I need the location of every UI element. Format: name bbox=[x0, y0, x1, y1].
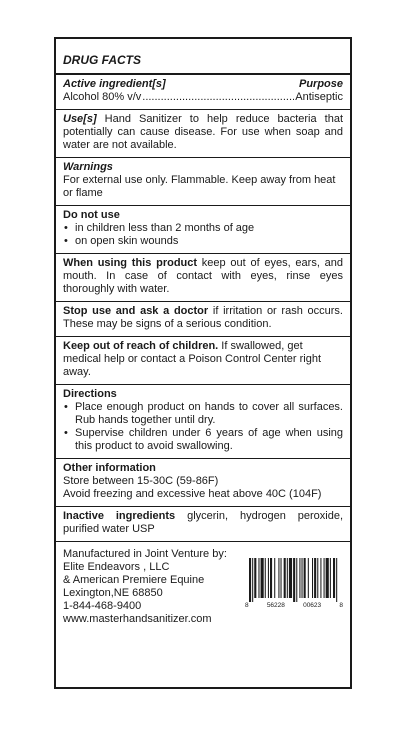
other-information-heading: Other information bbox=[63, 462, 156, 474]
barcode-bar bbox=[254, 558, 256, 598]
barcode-bar bbox=[258, 558, 259, 598]
directions-heading: Directions bbox=[63, 388, 117, 400]
barcode-bar bbox=[304, 558, 306, 598]
storage-line: Store between 15-30C (59-86F) bbox=[63, 475, 219, 487]
manufacturer-line: Lexington,NE 68850 bbox=[63, 587, 163, 599]
active-ingredient-heading: Active ingredient[s] bbox=[63, 78, 166, 90]
inactive-ingredients-section bbox=[56, 507, 350, 542]
barcode-bar bbox=[296, 558, 297, 602]
list-item: • on open skin wounds bbox=[63, 235, 343, 248]
barcode-bar bbox=[252, 558, 253, 602]
warnings-text: For external use only. Flammable. Keep away from heat or flame bbox=[63, 174, 336, 199]
barcode-bar bbox=[274, 558, 275, 598]
use-heading: Use[s] bbox=[63, 113, 97, 125]
drug-facts-panel bbox=[54, 37, 352, 689]
barcode-bar bbox=[249, 558, 251, 602]
barcode-bar bbox=[320, 558, 321, 598]
barcode-bar bbox=[299, 558, 300, 598]
barcode-bar bbox=[336, 558, 337, 602]
manufacturer-line: Elite Endeavors , LLC bbox=[63, 561, 170, 573]
barcode-bar bbox=[268, 558, 269, 598]
list-item: • Supervise children under 6 years of age when using this product to avoid swallowing. bbox=[63, 427, 343, 453]
barcode-bar bbox=[278, 558, 279, 598]
barcode-bar bbox=[326, 558, 329, 598]
barcode-bar bbox=[308, 558, 309, 598]
barcode-bar bbox=[265, 558, 266, 598]
inactive-ingredients-heading: Inactive ingredients bbox=[63, 510, 176, 522]
directions-list bbox=[63, 401, 343, 453]
barcode-bars bbox=[245, 558, 343, 602]
barcode-bar bbox=[293, 558, 295, 602]
inactive-ingredients-text: glycerin, hydrogen peroxide, purified water USP bbox=[63, 510, 343, 535]
keep-out-section bbox=[56, 337, 350, 385]
when-using-heading: When using this product bbox=[63, 257, 198, 269]
ingredient-purpose: Antiseptic bbox=[295, 91, 343, 103]
heat-warning-line: Avoid freezing and excessive heat above 40C (104F) bbox=[63, 488, 322, 500]
ingredient-name: Alcohol 80% v/v bbox=[63, 91, 142, 103]
barcode-bar bbox=[302, 558, 303, 598]
use-section bbox=[56, 110, 350, 158]
barcode-digit: 8 bbox=[339, 602, 343, 609]
manufacturer-line: Manufactured in Joint Venture by: bbox=[63, 548, 227, 560]
barcode-bar bbox=[270, 558, 272, 598]
barcode-bar bbox=[330, 558, 331, 598]
stop-use-heading: Stop use and ask a doctor bbox=[63, 305, 209, 317]
barcode-digit: 00623 bbox=[303, 602, 322, 609]
barcode-bar bbox=[287, 558, 288, 598]
barcode-bar bbox=[333, 558, 335, 598]
barcode-bar bbox=[284, 558, 286, 598]
barcode-digit: 56228 bbox=[266, 602, 285, 609]
stop-use-text: if irritation or rash occurs. These may be signs of a serious condition. bbox=[63, 305, 343, 330]
keep-out-text: If swallowed, get medical help or contact a Poison Control Center right away. bbox=[63, 340, 322, 378]
stop-use-section bbox=[56, 302, 350, 337]
warnings-section bbox=[56, 158, 350, 206]
barcode-digits bbox=[245, 602, 343, 610]
manufacturer-section bbox=[56, 542, 350, 687]
do-not-use-section bbox=[56, 206, 350, 254]
drug-facts-title: DRUG FACTS bbox=[56, 39, 350, 75]
barcode-bar bbox=[317, 558, 318, 598]
list-item: • Place enough product on hands to cover all surfaces. Rub hands together until dry. bbox=[63, 401, 343, 427]
warnings-heading: Warnings bbox=[63, 161, 113, 173]
manufacturer-phone: 1-844-468-9400 bbox=[63, 600, 142, 612]
barcode-bar bbox=[261, 558, 264, 598]
barcode bbox=[245, 558, 343, 681]
use-text: Hand Sanitizer to help reduce bacteria that potentially can cause disease. For use when soap and water are not available. bbox=[63, 113, 343, 151]
when-using-section bbox=[56, 254, 350, 302]
barcode-bar bbox=[289, 558, 292, 598]
manufacturer-line: & American Premiere Equine bbox=[63, 574, 205, 586]
barcode-bar bbox=[324, 558, 325, 598]
barcode-digit: 8 bbox=[245, 602, 249, 609]
purpose-heading: Purpose bbox=[298, 78, 343, 90]
active-ingredients-section bbox=[56, 75, 350, 110]
barcode-bar bbox=[281, 558, 282, 598]
do-not-use-heading: Do not use bbox=[63, 209, 120, 221]
other-information-section bbox=[56, 459, 350, 507]
manufacturer-website: www.masterhandsanitizer.com bbox=[63, 613, 212, 625]
when-using-text: keep out of eyes, ears, and mouth. In case of contact with eyes, rinse eyes thoroughly with water. bbox=[63, 257, 343, 295]
manufacturer-info bbox=[63, 548, 245, 681]
barcode-bar bbox=[314, 558, 316, 598]
directions-section bbox=[56, 385, 350, 459]
dot-leader bbox=[142, 91, 294, 104]
list-item: • in children less than 2 months of age bbox=[63, 222, 343, 235]
keep-out-heading: Keep out of reach of children. bbox=[63, 340, 219, 352]
do-not-use-list bbox=[63, 222, 343, 248]
barcode-bar bbox=[312, 558, 313, 598]
